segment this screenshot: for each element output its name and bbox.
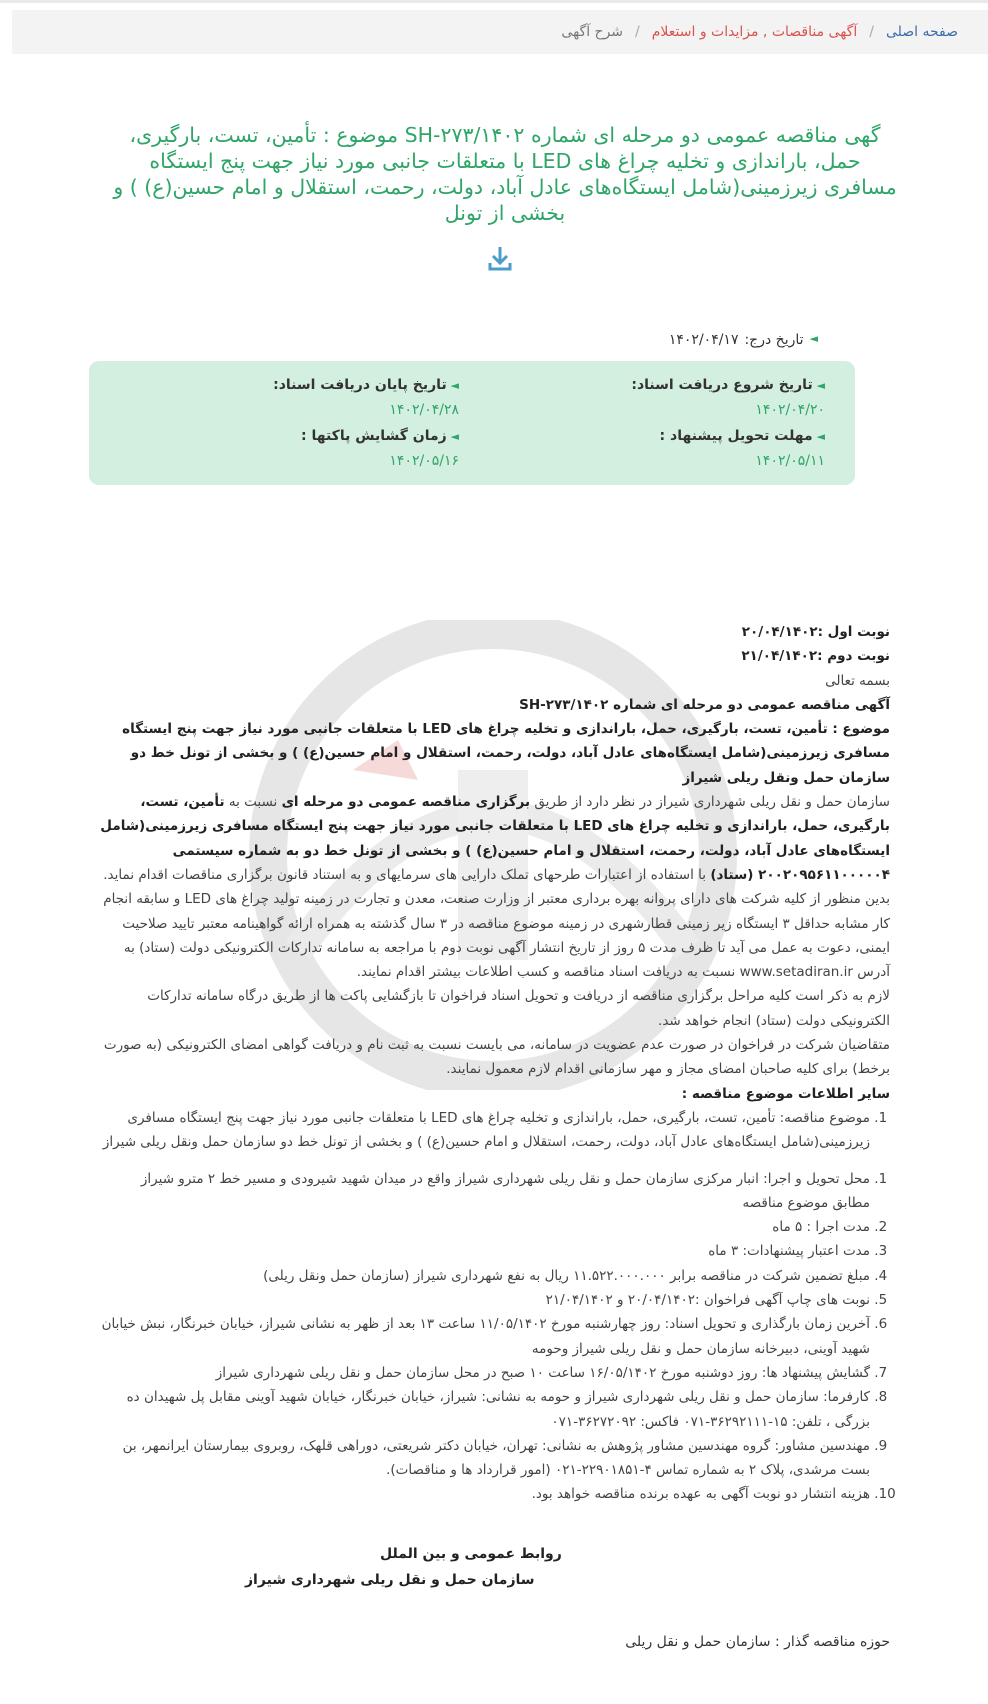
bullet-triangle-icon: ◄ — [809, 332, 818, 345]
info-list-first — [100, 1106, 890, 1155]
bid-deadline-label: مهلت تحویل پیشنهاد : — [659, 428, 813, 444]
list-item: 2. مدت اجرا : ۵ ماه — [100, 1215, 870, 1239]
publish-date-value: ۱۴۰۲/۰۴/۱۷ — [668, 332, 739, 348]
list-item: 9. مهندسین مشاور: گروه مهندسین مشاور پژوهش به نشانی: تهران، خیابان دکتر شریعتی، دوراهی قلهک، روبروی بیمارستان ایرانمهر، بن بست مرشدی، پلاک ۲ به شماره تماس ۴-۲۲۹۰۱۸۵۱-۰۲۱ (امور قرارداد ها و مناقصات). — [100, 1434, 870, 1483]
other-info-heading: سایر اطلاعات موضوع مناقصه : — [681, 1085, 890, 1102]
breadcrumb-category-link[interactable]: آگهی مناقصات , مزایدات و استعلام — [651, 24, 858, 40]
bid-deadline — [660, 428, 825, 469]
download-icon[interactable] — [487, 244, 513, 274]
basmala: بسمه تعالی — [825, 672, 890, 689]
doc-end-value: ۱۴۰۲/۰۴/۲۸ — [389, 402, 459, 418]
page-title: گهی مناقصه عمومی دو مرحله ای شماره SH-۲۷۳/۱۴۰۲ موضوع : تأمین، تست، بارگیری، حمل، باراندازی و تخلیه چراغ های LED با متعلقات جانبی مورد نیاز جهت پنج ایستگاه مسافری زیرزمینی(شامل ایستگاه‌های عادل آباد، دولت، رحمت، استقلال و امام حسین(ع) ) و بخشی از تونل — [113, 123, 897, 225]
opening-label: زمان گشایش پاکتها : — [300, 428, 447, 444]
doc-start-date — [631, 377, 825, 418]
bullet-triangle-icon: ◄ — [812, 379, 825, 392]
breadcrumb-separator: / — [635, 24, 640, 40]
list-item: 5. نوبت های چاپ آگهی فراخوان :۲۰/۰۴/۱۴۰۲ و ۲۱/۰۴/۱۴۰۲ — [100, 1288, 870, 1312]
process-paragraph: لازم به ذکر است کلیه مراحل برگزاری مناقصه از دریافت و تحویل اسناد فراخوان تا بازگشایی پاکت ها از طریق درگاه سامانه تدارکات الکترونیکی دولت (ستاد) انجام خواهد شد. — [147, 988, 890, 1029]
doc-end-label: تاریخ پایان دریافت اسناد: — [273, 377, 447, 393]
list-item: 1. محل تحویل و اجرا: انبار مرکزی سازمان حمل و نقل ریلی شهرداری شیراز واقع در میدان شهید شیرودی و مسیر خط ۲ مترو شیراز مطابق موضوع مناقصه — [100, 1167, 870, 1216]
signature-department: روابط عمومی و بین الملل — [380, 1546, 562, 1562]
breadcrumb-current: شرح آگهی — [561, 24, 624, 40]
announcement-heading: آگهی مناقصه عمومی دو مرحله ای شماره SH-۲۷۳/۱۴۰۲ — [519, 696, 890, 713]
round-one: نوبت اول :۲۰/۰۴/۱۴۰۲ — [741, 624, 890, 640]
bid-deadline-value: ۱۴۰۲/۰۵/۱۱ — [755, 453, 825, 469]
list-item: 1. موضوع مناقصه: تأمین، تست، بارگیری، حمل، باراندازی و تخلیه چراغ های LED با متعلقات جانبی مورد نیاز جهت پنج ایستگاه مسافری زیرزمینی(شامل ایستگاه‌های عادل آباد، دولت، رحمت، استقلال و امام حسین(ع) ) و بخشی از تونل خط دو سازمان حمل ونقل ریلی شیراز — [100, 1106, 870, 1155]
publish-date — [669, 332, 818, 348]
list-item: 3. مدت اعتبار پیشنهادات: ۳ ماه — [100, 1239, 870, 1263]
bullet-triangle-icon: ◄ — [446, 430, 459, 443]
opening-date — [301, 428, 459, 469]
breadcrumb-separator: / — [869, 24, 874, 40]
publish-date-label: تاریخ درج: — [744, 332, 804, 348]
list-item: 7. گشایش پیشنهاد ها: روز دوشنبه مورخ ۱۶/۰۵/۱۴۰۲ ساعت ۱۰ صبح در محل سازمان حمل و نقل ریلی شهرداری شیراز — [100, 1361, 870, 1385]
breadcrumb — [12, 10, 988, 54]
info-list-details — [100, 1167, 890, 1507]
announcement-subject: موضوع : تأمین، تست، بارگیری، حمل، باراندازی و تخلیه چراغ های LED با متعلقات جانبی مورد نیاز جهت پنج ایستگاه مسافری زیرزمینی(شامل ایستگاه‌های عادل آباد، دولت، رحمت، استقلال و امام حسین(ع) ) و بخشی از تونل خط دو سازمان حمل ونقل ریلی شیراز — [122, 721, 890, 786]
doc-start-value: ۱۴۰۲/۰۴/۲۰ — [755, 402, 825, 418]
list-item: 8. کارفرما: سازمان حمل و نقل ریلی شهرداری شیراز و حومه به نشانی: شیراز، خیابان خبرنگار، خیابان شهید آوینی مقابل پل شهیدان ده بزرگی ، تلفن: ۱۵-۳۶۲۹۲۱۱۱-۰۷۱ فاکس: ۳۶۲۷۲۰۹۲-۰۷۱ — [100, 1385, 870, 1434]
organizer-line: حوزه مناقصه گذار : سازمان حمل و نقل ریلی — [625, 1634, 890, 1650]
list-item: 10. هزینه انتشار دو نوبت آگهی به عهده برنده مناقصه خواهد بود. — [100, 1482, 870, 1506]
bullet-triangle-icon: ◄ — [812, 430, 825, 443]
registration-paragraph: متقاضیان شرکت در فراخوان در صورت عدم عضویت در سامانه، می بایست نسبت به ثبت نام و دریافت گواهی امضای الکترونیکی (به صورت برخط) برای کلیه صاحبان امضای مجاز و مهر سازمانی اقدام لازم معمول نمایند. — [103, 1037, 890, 1078]
round-two: نوبت دوم :۲۱/۰۴/۱۴۰۲ — [741, 648, 890, 665]
dates-panel — [89, 361, 855, 485]
bullet-triangle-icon: ◄ — [446, 379, 459, 392]
top-divider — [0, 0, 988, 3]
breadcrumb-home-link[interactable]: صفحه اصلی — [885, 24, 958, 40]
eligibility-paragraph: بدین منظور از کلیه شرکت های دارای پروانه بهره برداری معتبر از وزارت صنعت، معدن و تجارت در زمینه تولید چراغ های LED و سابقه انجام کار مشابه حداقل ۳ ایستگاه زیر زمینی قطارشهری در زمینه موضوع مناقصه در ۳ سال گذشته به همراه ارائه گواهینامه معتبر تایید صلاحیت ایمنی، دعوت به عمل می آید تا ظرف مدت ۵ روز از تاریخ انتشار آگهی نوبت دوم با مراجعه به سامانه تدارکات الکترونیکی دولت (ستاد) به آدرس www.setadiran.ir نسبت به دریافت اسناد مناقصه و کسب اطلاعات بیشتر اقدام نمایند. — [103, 891, 890, 981]
list-item: 4. مبلغ تضمین شرکت در مناقصه برابر ۱۱.۵۲۲.۰۰۰.۰۰۰ ریال به نفع شهرداری شیراز (سازمان حمل ونقل ریلی) — [100, 1264, 870, 1288]
doc-start-label: تاریخ شروع دریافت اسناد: — [631, 377, 813, 393]
doc-end-date — [273, 377, 459, 418]
signature-organization: سازمان حمل و نقل ریلی شهرداری شیراز — [245, 1572, 535, 1588]
list-item: 6. آخرین زمان بارگذاری و تحویل اسناد: روز چهارشنبه مورخ ۱۱/۰۵/۱۴۰۲ ساعت ۱۳ بعد از ظهر به نشانی شیراز، خیابان خبرنگار، نبش خیابان شهید آوینی، دبیرخانه سازمان حمل و نقل ریلی شیراز وحومه — [100, 1312, 870, 1361]
intro-paragraph: سازمان حمل و نقل ریلی شهرداری شیراز در نظر دارد از طریق برگزاری مناقصه عمومی دو مرحله ای نسبت به تأمین، تست، بارگیری، حمل، باراندازی و تخلیه چراغ های LED با متعلقات جانبی مورد نیاز جهت پنج ایستگاه مسافری زیرزمینی(شامل ایستگاه‌های عادل آباد، دولت، رحمت، استقلال و امام حسین(ع) ) و بخشی از تونل خط دو به شماره سیستمی ۲۰۰۲۰۹۵۶۱۱۰۰۰۰۰۴ (ستاد) با استفاده از اعتبارات طرحهای تملک دارایی های سرمایهای و به استناد قانون برگزاری مناقصات اقدام نماید. — [100, 794, 890, 883]
announcement-body — [100, 620, 890, 1507]
opening-value: ۱۴۰۲/۰۵/۱۶ — [389, 453, 459, 469]
